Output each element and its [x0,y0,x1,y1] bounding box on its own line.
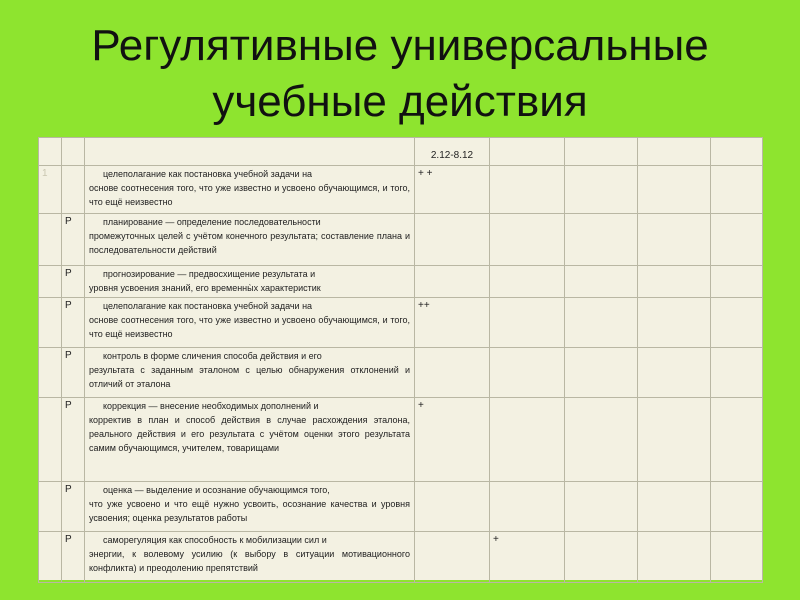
row-code: Р [62,298,85,348]
table-cell [638,214,711,266]
row-description [85,348,415,398]
row-mark-2 [490,398,565,482]
row-number [39,266,62,298]
table-cell [711,266,763,298]
row-number [39,214,62,266]
description-first-line: саморегуляция как способность к мобилизации сил и [103,535,327,545]
row-description [85,398,415,482]
row-code: Р [62,482,85,532]
header-date-cell: 2.12-8.12 [415,138,490,166]
row-description [85,266,415,298]
row-code: Р [62,532,85,583]
row-number [39,348,62,398]
actions-table [38,137,763,583]
table-cell [565,298,638,348]
header-cell [490,138,565,166]
row-mark: + [415,398,490,482]
table-cell [638,532,711,583]
table-cell [638,298,711,348]
description-first-line: оценка — выделение и осознание обучающимся того, [103,485,330,495]
header-cell [565,138,638,166]
row-mark-2 [490,166,565,214]
row-description [85,532,415,583]
description-rest: уровня усвоения знаний, его временны̀х характеристик [89,283,321,293]
row-mark [415,532,490,583]
table-cell [711,482,763,532]
row-mark: ++ [415,298,490,348]
header-cell [85,138,415,166]
table-cell [565,348,638,398]
table-cell [711,398,763,482]
row-mark [415,214,490,266]
description-rest: результата с заданным эталоном с целью обнаружения отклонений и отличий от эталона [89,365,410,389]
row-description [85,298,415,348]
table-row [39,214,763,266]
table-cell [565,532,638,583]
table-cell [638,166,711,214]
row-code: Р [62,398,85,482]
row-number [39,482,62,532]
table-cell [711,166,763,214]
table-row [39,532,763,583]
description-rest: что уже усвоено и что ещё нужно усвоить, осознание качества и уровня усвоения; оценка результатов работы [89,499,410,523]
table-row [39,482,763,532]
description-first-line: контроль в форме сличения способа действия и его [103,351,322,361]
table-header-row [39,138,763,166]
title-line-1: Регулятивные универсальные [91,21,709,70]
table-cell [638,398,711,482]
table-cell [638,266,711,298]
description-first-line: целеполагание как постановка учебной задачи на [103,169,313,179]
description-first-line: прогнозирование — предвосхищение результата и [103,269,316,279]
actions-table-container [38,137,762,580]
table-row [39,266,763,298]
row-description [85,214,415,266]
description-first-line: коррекция — внесение необходимых дополнений и [103,401,319,411]
description-rest: корректив в план и способ действия в случае расхождения эталона, реального действия и его результата с учётом оценки этого результата самим обучающимся, учителем, товарищами [89,415,410,453]
table-cell [711,348,763,398]
row-mark-2 [490,482,565,532]
row-description [85,166,415,214]
row-number [39,298,62,348]
table-row [39,298,763,348]
row-mark [415,482,490,532]
row-code: Р [62,348,85,398]
row-mark [415,266,490,298]
table-cell [638,348,711,398]
row-code [62,166,85,214]
table-cell [565,166,638,214]
description-rest: энергии, к волевому усилию (к выбору в ситуации мотивационного конфликта) и преодолению препятствий [89,549,410,573]
row-code: Р [62,266,85,298]
row-description [85,482,415,532]
row-number [39,532,62,583]
row-code: Р [62,214,85,266]
row-mark-2: + [490,532,565,583]
row-number [39,398,62,482]
title-line-2: учебные действия [212,77,588,126]
table-row [39,166,763,214]
table-cell [711,298,763,348]
description-first-line: планирование — определение последовательности [103,217,321,227]
table-row [39,348,763,398]
description-first-line: целеполагание как постановка учебной задачи на [103,301,313,311]
table-cell [565,482,638,532]
row-mark-2 [490,266,565,298]
header-cell [62,138,85,166]
table-cell [711,532,763,583]
table-cell [565,214,638,266]
table-row [39,398,763,482]
header-cell [638,138,711,166]
row-number: 1 [39,166,62,214]
row-mark [415,348,490,398]
slide-title [0,18,800,130]
table-cell [638,482,711,532]
header-cell [711,138,763,166]
description-rest: основе соотнесения того, что уже известно и усвоено обучающимся, и того, что ещё неизвестно [89,183,410,207]
row-mark-2 [490,214,565,266]
table-cell [565,398,638,482]
table-cell [711,214,763,266]
row-mark-2 [490,298,565,348]
description-rest: промежуточных целей с учётом конечного результата; составление плана и последовательности действий [89,231,410,255]
header-cell [39,138,62,166]
row-mark: + + [415,166,490,214]
row-mark-2 [490,348,565,398]
table-cell [565,266,638,298]
description-rest: основе соотнесения того, что уже известно и усвоено обучающимся, и того, что ещё неизвестно [89,315,410,339]
